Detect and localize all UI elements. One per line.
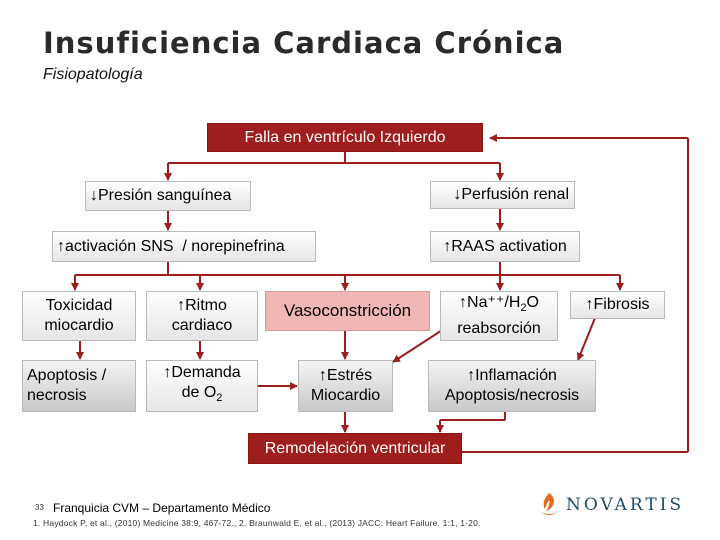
node-perfusion-renal xyxy=(430,181,575,209)
node-sns-label: ↑activación SNS / norepinefrina xyxy=(57,237,285,255)
novartis-wordmark: NOVARTIS xyxy=(566,495,685,515)
footer-department: Franquicia CVM – Departamento Médico xyxy=(53,501,271,515)
node-vasoconstriccion-label: Vasoconstricción xyxy=(283,301,412,320)
node-fibrosis xyxy=(570,291,665,319)
node-na-line2: reabsorción xyxy=(457,319,541,337)
node-na-line1: $↑Na^{++}/H_2O$ xyxy=(459,294,539,315)
novartis-flame-icon xyxy=(540,492,558,518)
page-title: Insuficiencia Cardiaca Crónica xyxy=(43,26,565,60)
node-estres-miocardio xyxy=(298,360,393,412)
node-ritmo-cardiaco xyxy=(146,291,258,341)
node-remodelacion-ventricular xyxy=(248,433,462,464)
node-toxicidad-miocardio xyxy=(22,291,136,341)
node-activacion-sns xyxy=(52,231,316,262)
node-demanda-o2 xyxy=(146,360,258,412)
node-demanda-line1: ↑Demanda xyxy=(163,364,241,382)
node-apoptosis-label: Apoptosis / necrosis xyxy=(27,367,107,404)
node-apoptosis-necrosis xyxy=(22,360,136,412)
node-inflamacion xyxy=(428,360,596,412)
node-vasoconstriccion xyxy=(265,291,430,331)
node-raas-activation xyxy=(430,231,580,262)
node-presion-sanguinea xyxy=(85,181,251,211)
footer-references: 1. Haydock P, et al., (2010) Medicine 38:9, 467-72., 2. Braunwald E, et al., (2013) JACC: Heart Failure. 1:1, 1-20. xyxy=(33,518,481,528)
node-toxicidad-label: Toxicidad miocardio xyxy=(44,297,114,334)
node-fibrosis-label: ↑Fibrosis xyxy=(585,296,650,313)
node-na-reabsorcion xyxy=(440,291,558,341)
slide-number: 33 xyxy=(35,503,44,512)
node-demanda-line2: de $O_2$ xyxy=(181,384,223,405)
node-inflamacion-line1: ↑Inflamación xyxy=(467,367,557,384)
node-perfusion-label: ↓Perfusión renal xyxy=(453,186,569,203)
node-presion-label: ↓Presión sanguínea xyxy=(90,187,232,204)
node-falla-ventriculo xyxy=(207,123,483,152)
node-falla-label: Falla en ventrículo Izquierdo xyxy=(244,128,446,146)
node-ritmo-label: ↑Ritmo cardiaco xyxy=(171,297,233,334)
page-subtitle: Fisiopatología xyxy=(43,66,143,83)
node-raas-label: ↑RAAS activation xyxy=(443,237,567,255)
node-remodelacion-label: Remodelación ventricular xyxy=(264,439,446,457)
node-estres-label: ↑Estrés Miocardio xyxy=(310,367,381,404)
node-inflamacion-line2: Apoptosis/necrosis xyxy=(444,387,580,404)
novartis-logo xyxy=(540,492,684,518)
